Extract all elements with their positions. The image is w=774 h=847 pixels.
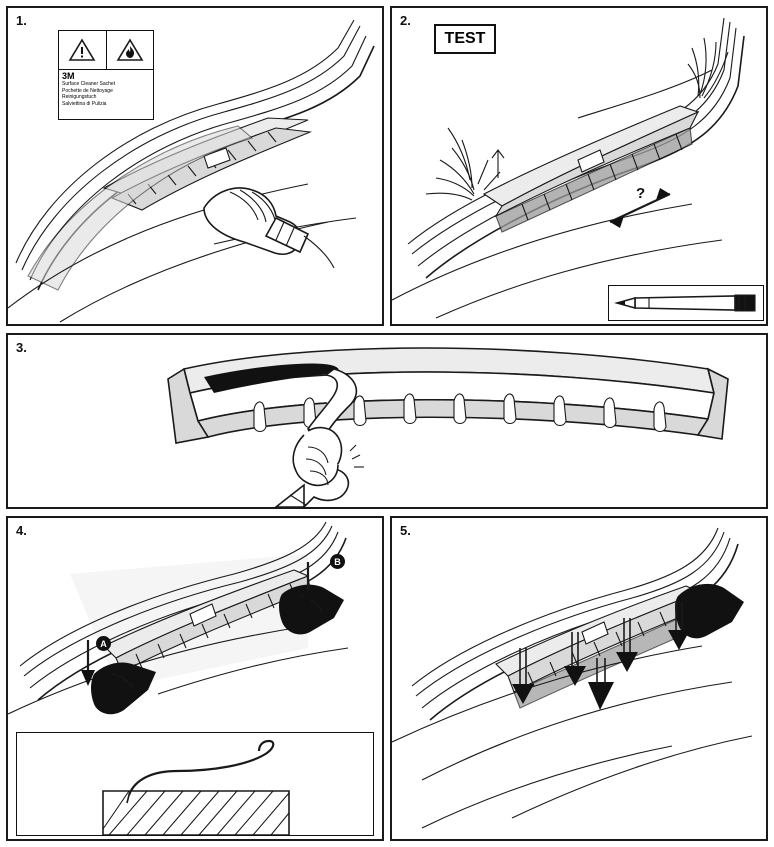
step-number-3: 3. (16, 340, 27, 355)
test-label: TEST (444, 30, 486, 47)
step-2-illustration (392, 8, 766, 324)
warning-triangle-icon (59, 31, 106, 69)
label-line-3: Reinigungstuch (62, 94, 97, 100)
step-3-illustration (8, 335, 766, 507)
test-label-box (434, 24, 496, 54)
label-brand: 3M (62, 71, 75, 81)
hand-with-cloth (204, 188, 334, 268)
question-mark: ? (636, 185, 646, 202)
label-text-lines (59, 81, 153, 107)
flammable-icon (106, 31, 154, 69)
step-number-1: 1. (16, 13, 27, 28)
step-5-illustration (392, 518, 766, 839)
marker-b: B (330, 554, 345, 569)
fit-check-arrow (610, 185, 670, 228)
hand-peeling-tape (276, 428, 348, 507)
label-line-2: Pochette de Nettoyage (62, 87, 113, 94)
panel-step-2 (390, 6, 768, 326)
label-line-1: Surface Cleaner Sachet (62, 81, 116, 87)
pencil-icon (609, 286, 763, 320)
tool-inset (16, 732, 374, 836)
hook-tool-icon (17, 733, 373, 835)
panel-step-3 (6, 333, 768, 509)
panel-step-5 (390, 516, 768, 841)
step-number-4: 4. (16, 523, 27, 538)
sparkle-icon (350, 445, 364, 467)
panel-step-4 (6, 516, 384, 841)
marker-a: A (96, 636, 111, 651)
step-number-5: 5. (400, 523, 411, 538)
cleaning-splash-right (688, 38, 728, 98)
panel-step-1 (6, 6, 384, 326)
label-icon-row (59, 31, 153, 70)
pencil-inset (608, 285, 764, 321)
cleaning-splash-left (426, 128, 500, 200)
hand-left-dark (91, 662, 156, 714)
step-number-2: 2. (400, 13, 411, 28)
step-4-illustration (8, 518, 382, 728)
label-line-4: Salviettina di Pulizia (62, 100, 107, 107)
cleaner-sachet-label (58, 30, 154, 120)
